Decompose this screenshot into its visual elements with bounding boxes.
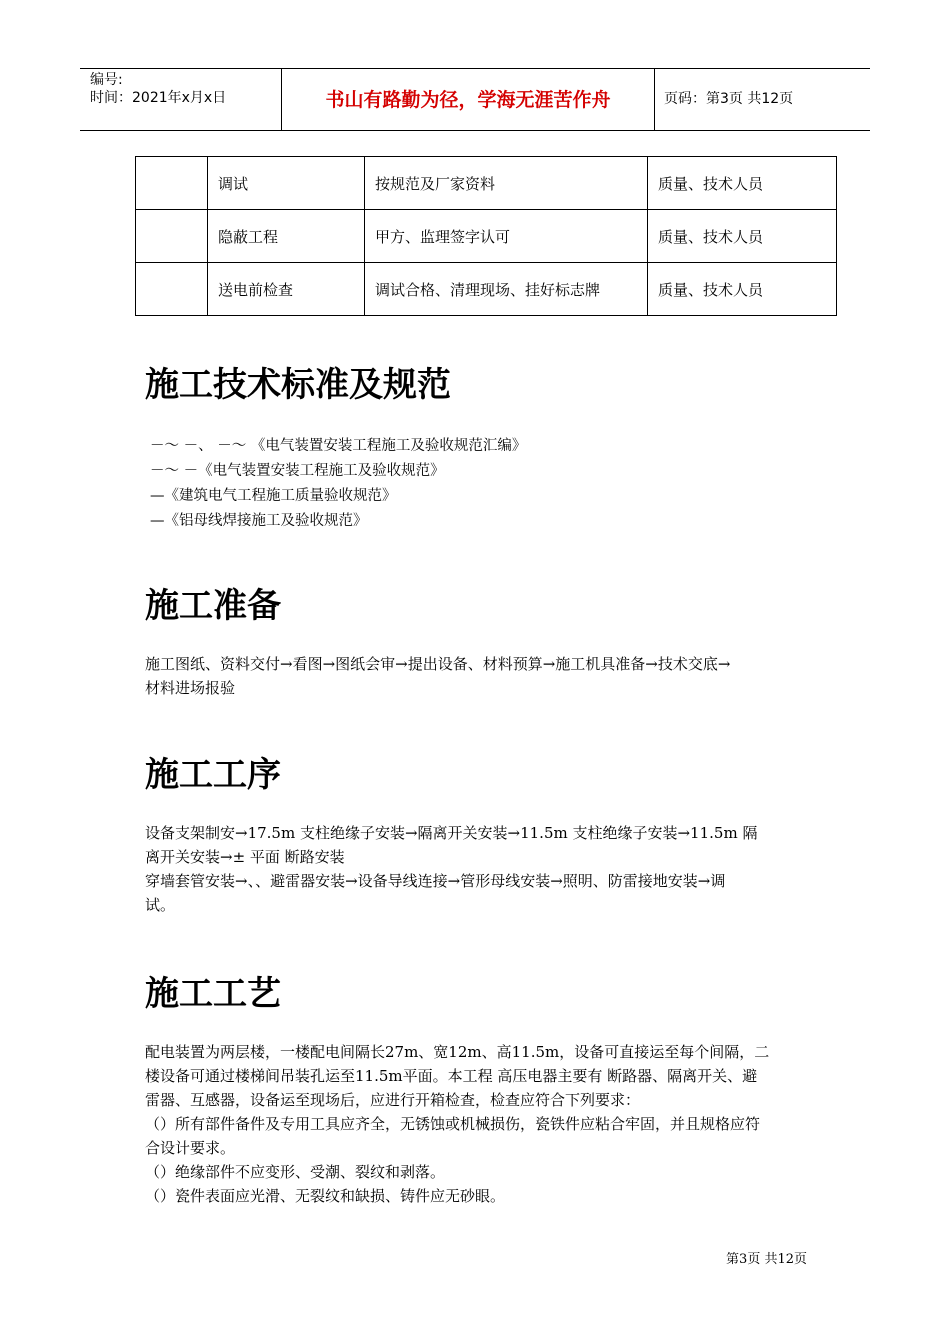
procedure-text (145, 821, 810, 917)
preparation-text (145, 652, 810, 700)
text-line: 楼设备可通过楼梯间吊装孔运至11.5m平面。本工程 高压电器主要有 断路器、隔离开关、避 (145, 1067, 758, 1085)
table-cell: 甲方、监理签字认可 (365, 210, 648, 263)
table-cell (136, 210, 208, 263)
text-line: 雷器、互感器，设备运至现场后，应进行开箱检查，检查应符合下列要求： (145, 1091, 641, 1109)
text-line: 施工图纸、资料交付→看图→图纸会审→提出设备、材料预算→施工机具准备→技术交底→ (145, 655, 731, 673)
table-row (136, 263, 837, 316)
page-footer: 第3页 共12页 (726, 1252, 807, 1267)
table-cell: 送电前检查 (208, 263, 365, 316)
header-divider (654, 69, 655, 130)
text-line: 材料进场报验 (145, 679, 236, 697)
text-line: （）绝缘部件不应变形、受潮、裂纹和剥落。 (145, 1163, 446, 1181)
text-line: 配电装置为两层楼，一楼配电间隔长27m、宽12m、高11.5m，设备可直接运至每个间隔，二 (145, 1043, 770, 1061)
standard-item: —《建筑电气工程施工质量验收规范》 (150, 488, 397, 504)
table-cell: 按规范及厂家资料 (365, 157, 648, 210)
table-cell (136, 157, 208, 210)
section-title-standards: 施工技术标准及规范 (145, 365, 451, 405)
inspection-table (135, 156, 837, 316)
section-title-procedure: 施工工序 (145, 755, 281, 795)
text-line: 合设计要求。 (145, 1139, 236, 1157)
text-line: 穿墙套管安装→、、避雷器安装→设备导线连接→管形母线安装→照明、防雷接地安装→调 (145, 872, 726, 890)
time-label: 时间：2021年x月x日 (90, 90, 227, 106)
code-label: 编号: (90, 72, 123, 88)
header-page-label: 页码：第3页 共12页 (664, 91, 794, 107)
table-cell: 调试 (208, 157, 365, 210)
table-row (136, 210, 837, 263)
table-cell: 调试合格、清理现场、挂好标志牌 (365, 263, 648, 316)
table-cell: 质量、技术人员 (648, 210, 837, 263)
table-cell: 质量、技术人员 (648, 263, 837, 316)
table-cell (136, 263, 208, 316)
header-motto: 书山有路勤为径，学海无涯苦作舟 (325, 89, 611, 111)
section-title-preparation: 施工准备 (145, 586, 281, 626)
standard-item: －～ －、 －～ 《电气装置安装工程施工及验收规范汇编》 (150, 438, 527, 454)
text-line: 设备支架制安→17.5m 支柱绝缘子安装→隔离开关安装→11.5m 支柱绝缘子安装→11.5m 隔 (145, 824, 758, 842)
standard-item: —《铝母线焊接施工及验收规范》 (150, 513, 368, 529)
text-line: （）所有部件备件及专用工具应齐全，无锈蚀或机械损伤，瓷铁件应粘合牢固，并且规格应符 (145, 1115, 761, 1133)
page-header (80, 68, 870, 131)
process-text (145, 1040, 810, 1208)
table-row (136, 157, 837, 210)
table-cell: 隐蔽工程 (208, 210, 365, 263)
table-cell: 质量、技术人员 (648, 157, 837, 210)
standard-item: －～ －《电气装置安装工程施工及验收规范》 (150, 463, 445, 479)
section-title-process: 施工工艺 (145, 974, 281, 1014)
text-line: （）瓷件表面应光滑、无裂纹和缺损、铸件应无砂眼。 (145, 1187, 506, 1205)
header-meta (90, 71, 226, 107)
text-line: 离开关安装→± 平面 断路安装 (145, 848, 345, 866)
text-line: 试。 (145, 896, 176, 914)
